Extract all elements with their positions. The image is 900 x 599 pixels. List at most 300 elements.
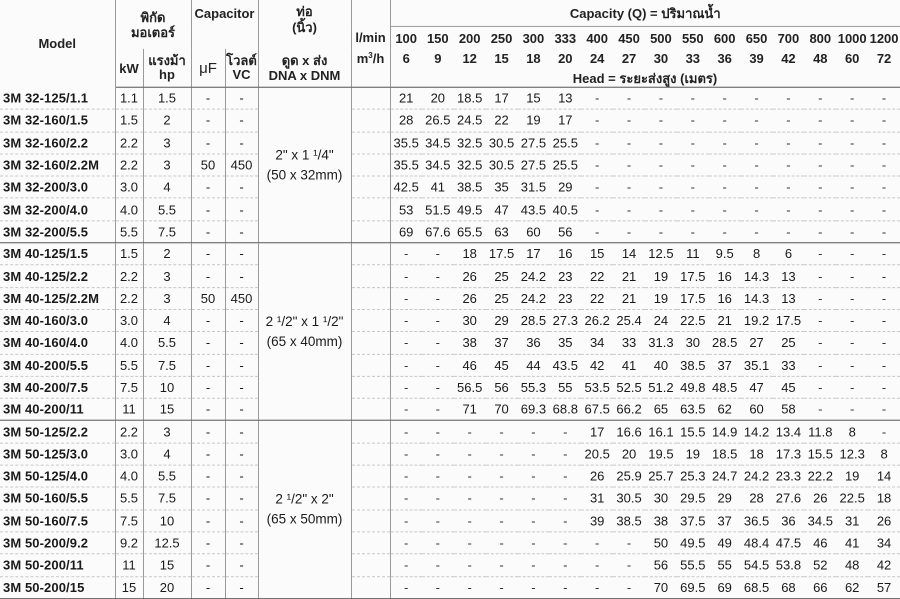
vc-cell: - (225, 510, 258, 532)
head-value-cell: 15.5 (677, 421, 709, 443)
header-motor-rating (115, 0, 191, 49)
head-value-cell: - (390, 465, 422, 487)
head-value-cell: - (741, 176, 773, 198)
kw-cell: 5.5 (115, 221, 143, 243)
uf-cell: - (191, 510, 225, 532)
head-value-cell: - (836, 154, 868, 176)
spacer-cell (351, 87, 390, 109)
head-value-cell: 55 (549, 376, 581, 398)
head-value-cell: 45 (773, 376, 805, 398)
vc-cell: - (225, 354, 258, 376)
head-value-cell: - (390, 354, 422, 376)
hp-cell: 10 (143, 376, 191, 398)
head-value-cell: - (518, 421, 550, 443)
vc-cell: - (225, 109, 258, 131)
head-value-cell: - (581, 554, 613, 576)
head-value-cell: - (581, 221, 613, 243)
head-value-cell: - (486, 487, 518, 509)
head-value-cell: - (581, 198, 613, 220)
head-value-cell: 46 (454, 354, 486, 376)
table-row (0, 332, 900, 354)
vc-cell: - (225, 554, 258, 576)
hp-cell: 5.5 (143, 465, 191, 487)
head-value-cell: 42 (868, 554, 900, 576)
hp-cell: 3 (143, 421, 191, 443)
table-row (0, 221, 900, 243)
head-value-cell: - (709, 87, 741, 109)
head-value-cell: 13 (773, 287, 805, 309)
table-row (0, 398, 900, 420)
head-value-cell: 37 (486, 332, 518, 354)
kw-cell: 2.2 (115, 265, 143, 287)
head-value-cell: - (422, 354, 454, 376)
head-value-cell: - (390, 576, 422, 598)
kw-cell: 9.2 (115, 532, 143, 554)
table-row (0, 465, 900, 487)
head-value-cell: - (645, 132, 677, 154)
head-value-cell: 23 (549, 287, 581, 309)
flow-m3h-value: 72 (876, 50, 892, 66)
header-pipe-line4: DNA x DNM (268, 67, 341, 83)
header-hp (143, 49, 191, 87)
head-value-cell: 66 (804, 576, 836, 598)
flow-m3h-value: 60 (844, 50, 860, 66)
head-value-cell: 16.6 (613, 421, 645, 443)
head-value-cell: - (518, 532, 550, 554)
head-value-cell: - (549, 465, 581, 487)
head-value-cell: 23.3 (773, 465, 805, 487)
uf-cell: - (191, 532, 225, 554)
flow-lmin-cell: 500 (650, 30, 672, 46)
head-value-cell: 34.5 (422, 132, 454, 154)
head-value-cell: 54.5 (741, 554, 773, 576)
head-value-cell: 25 (486, 287, 518, 309)
head-value-cell: - (390, 487, 422, 509)
uf-cell: - (191, 376, 225, 398)
hp-cell: 4 (143, 310, 191, 332)
head-value-cell: - (804, 109, 836, 131)
uf-cell: - (191, 310, 225, 332)
vc-cell: - (225, 221, 258, 243)
head-value-cell: 26 (454, 265, 486, 287)
head-value-cell: - (422, 487, 454, 509)
vc-cell: - (225, 176, 258, 198)
head-value-cell: - (454, 487, 486, 509)
pipe-size-mm: (65 x 40mm) (266, 333, 343, 349)
head-value-cell: - (613, 132, 645, 154)
head-value-cell: - (804, 332, 836, 354)
head-value-cell: 28 (390, 109, 422, 131)
header-pipe (258, 0, 351, 49)
head-value-cell: - (868, 287, 900, 309)
head-value-cell: 24.2 (518, 265, 550, 287)
head-value-cell: - (741, 221, 773, 243)
model-cell: 3M 50-200/15 (0, 576, 115, 598)
head-value-cell: - (868, 421, 900, 443)
vc-cell: - (225, 310, 258, 332)
head-value-cell: 8 (836, 421, 868, 443)
hp-cell: 15 (143, 398, 191, 420)
head-value-cell: - (390, 265, 422, 287)
kw-cell: 1.1 (115, 87, 143, 109)
head-value-cell: 25.7 (645, 465, 677, 487)
kw-cell: 4.0 (115, 332, 143, 354)
head-value-cell: 63 (486, 221, 518, 243)
table-row (0, 198, 900, 220)
head-value-cell: - (613, 87, 645, 109)
head-value-cell: 24.5 (454, 109, 486, 131)
uf-cell: - (191, 109, 225, 131)
vc-cell: - (225, 532, 258, 554)
head-value-cell: 38 (454, 332, 486, 354)
kw-cell: 11 (115, 398, 143, 420)
head-value-cell: - (518, 576, 550, 598)
head-value-cell: - (741, 154, 773, 176)
head-value-cell: 15 (581, 243, 613, 265)
head-value-cell: 33 (773, 354, 805, 376)
head-value-cell: - (645, 87, 677, 109)
model-cell: 3M 40-160/3.0 (0, 310, 115, 332)
hp-cell: 10 (143, 510, 191, 532)
head-label: Head = ระยะส่งสูง (เมตร) (572, 70, 718, 86)
spacer-cell (351, 332, 390, 354)
head-value-cell: - (390, 510, 422, 532)
head-value-cell: 16 (709, 265, 741, 287)
head-value-cell: 31.5 (518, 176, 550, 198)
head-value-cell: 69 (390, 221, 422, 243)
head-value-cell: 30 (645, 487, 677, 509)
head-value-cell: - (868, 87, 900, 109)
head-value-cell: - (868, 398, 900, 420)
hp-cell: 7.5 (143, 221, 191, 243)
head-value-cell: - (581, 176, 613, 198)
head-value-cell: 19.5 (645, 443, 677, 465)
flow-lmin-cell: 150 (426, 30, 449, 46)
head-value-cell: - (390, 310, 422, 332)
head-value-cell: 58 (773, 398, 805, 420)
flow-m3h-value: 12 (462, 50, 477, 66)
head-value-cell: 48.5 (709, 376, 741, 398)
head-value-cell: - (804, 176, 836, 198)
head-value-cell: - (836, 310, 868, 332)
head-value-cell: 67.6 (422, 221, 454, 243)
head-value-cell: 47.5 (773, 532, 805, 554)
hp-cell: 3 (143, 154, 191, 176)
head-value-cell: 55.5 (677, 554, 709, 576)
model-cell: 3M 50-125/2.2 (0, 421, 115, 443)
head-value-cell: - (836, 198, 868, 220)
vc-cell: - (225, 198, 258, 220)
pipe-size-inches: 2 ¹/2" x 2" (275, 491, 334, 507)
head-value-cell: - (677, 198, 709, 220)
head-value-cell: - (518, 443, 550, 465)
head-value-cell: - (836, 87, 868, 109)
flow-m3h-value: 39 (749, 50, 764, 66)
head-value-cell: - (804, 376, 836, 398)
table-row (0, 487, 900, 509)
uf-cell: - (191, 354, 225, 376)
head-value-cell: 26.2 (581, 310, 613, 332)
flow-lmin-cell: 1200 (869, 30, 899, 46)
head-value-cell: 26 (804, 487, 836, 509)
head-value-cell: 17 (581, 421, 613, 443)
vc-cell: - (225, 243, 258, 265)
head-value-cell: - (581, 576, 613, 598)
head-value-cell: - (518, 487, 550, 509)
head-value-cell: - (868, 354, 900, 376)
head-value-cell: - (836, 265, 868, 287)
head-value-cell: - (422, 465, 454, 487)
flow-lmin-cell: 650 (745, 30, 768, 46)
vc-cell: - (225, 465, 258, 487)
head-value-cell: 22 (581, 287, 613, 309)
head-value-cell: 18.5 (709, 443, 741, 465)
head-value-cell: 68 (773, 576, 805, 598)
head-value-cell: 14 (613, 243, 645, 265)
uf-cell: - (191, 576, 225, 598)
head-value-cell: 19 (645, 265, 677, 287)
flow-m3h-value: 15 (494, 50, 509, 66)
flow-m3h-value: 6 (402, 50, 410, 66)
hp-cell: 3 (143, 287, 191, 309)
model-cell: 3M 40-200/11 (0, 398, 115, 420)
head-value-cell: - (486, 510, 518, 532)
head-value-cell: 57 (868, 576, 900, 598)
vc-cell: 450 (225, 154, 258, 176)
head-value-cell: 18 (868, 487, 900, 509)
flow-lmin-cell: 300 (522, 30, 545, 46)
flow-lmin-cell: 1000 (837, 30, 867, 46)
head-value-cell: 24.2 (518, 287, 550, 309)
head-value-cell: 36 (518, 332, 550, 354)
head-value-cell: 32.5 (454, 132, 486, 154)
model-cell: 3M 40-200/7.5 (0, 376, 115, 398)
head-value-cell: - (836, 109, 868, 131)
head-value-cell: 30 (454, 310, 486, 332)
head-value-cell: - (868, 198, 900, 220)
table-row (0, 510, 900, 532)
head-value-cell: - (422, 332, 454, 354)
vc-cell: 450 (225, 287, 258, 309)
model-cell: 3M 32-160/1.5 (0, 109, 115, 131)
head-value-cell: 60 (741, 398, 773, 420)
head-value-cell: 31 (581, 487, 613, 509)
head-value-cell: 21 (613, 265, 645, 287)
kw-cell: 7.5 (115, 376, 143, 398)
head-value-cell: 24.7 (709, 465, 741, 487)
head-value-cell: 20 (422, 87, 454, 109)
flow-lmin-cell: 450 (618, 30, 640, 46)
head-value-cell: 40.5 (549, 198, 581, 220)
table-row (0, 532, 900, 554)
header-capacity: Capacity (Q) = ปริมาณน้ำ (390, 0, 900, 26)
model-cell: 3M 40-200/5.5 (0, 354, 115, 376)
head-value-cell: - (486, 443, 518, 465)
head-value-cell: - (677, 176, 709, 198)
table-row (0, 354, 900, 376)
head-value-cell: 38 (645, 510, 677, 532)
head-value-cell: 25.9 (613, 465, 645, 487)
head-value-cell: 12.3 (836, 443, 868, 465)
head-value-cell: - (613, 198, 645, 220)
head-value-cell: - (773, 87, 805, 109)
vc-cell: - (225, 332, 258, 354)
vc-cell: - (225, 443, 258, 465)
pipe-size-inches: 2 ¹/2" x 1 ¹/2" (265, 313, 344, 329)
head-value-cell: - (581, 532, 613, 554)
flow-m3h-value: 20 (558, 50, 573, 66)
head-value-cell: - (868, 243, 900, 265)
head-value-cell: 30.5 (486, 132, 518, 154)
head-value-cell: - (613, 576, 645, 598)
spacer-cell (351, 221, 390, 243)
head-value-cell: - (422, 421, 454, 443)
head-value-cell: - (422, 532, 454, 554)
head-value-cell: 55 (709, 554, 741, 576)
hp-cell: 3 (143, 265, 191, 287)
head-value-cell: 28.5 (518, 310, 550, 332)
head-value-cell: 17.5 (773, 310, 805, 332)
head-value-cell: 14.2 (741, 421, 773, 443)
head-value-cell: - (581, 154, 613, 176)
head-value-cell: 35 (486, 176, 518, 198)
head-value-cell: 71 (454, 398, 486, 420)
head-value-cell: 41 (836, 532, 868, 554)
head-value-cell: - (868, 176, 900, 198)
head-value-cell: - (422, 265, 454, 287)
head-value-cell: 25.5 (549, 154, 581, 176)
flow-lmin-cell: 600 (713, 30, 736, 46)
head-value-cell: 56 (486, 376, 518, 398)
spacer-cell (351, 310, 390, 332)
head-value-cell: 9.5 (709, 243, 741, 265)
head-value-cell: - (741, 87, 773, 109)
hp-cell: 1.5 (143, 87, 191, 109)
spacer-cell (351, 109, 390, 131)
head-value-cell: 70 (645, 576, 677, 598)
head-value-cell: 27.5 (518, 154, 550, 176)
head-value-cell: 63.5 (677, 398, 709, 420)
head-value-cell: 32.5 (454, 154, 486, 176)
model-cell: 3M 50-160/7.5 (0, 510, 115, 532)
flow-lmin-cell: 333 (554, 30, 577, 46)
head-value-cell: 25 (773, 332, 805, 354)
head-value-cell: - (709, 154, 741, 176)
hp-cell: 12.5 (143, 532, 191, 554)
header-vc-line1: โวลต์ (226, 52, 257, 68)
head-value-cell: 20.5 (581, 443, 613, 465)
head-value-cell: 70 (486, 398, 518, 420)
head-value-cell: - (773, 198, 805, 220)
head-value-cell: - (677, 154, 709, 176)
flow-m3h-value: 24 (589, 50, 605, 66)
head-value-cell: 42 (581, 354, 613, 376)
hp-cell: 2 (143, 243, 191, 265)
head-value-cell: 14.3 (741, 287, 773, 309)
uf-cell: - (191, 87, 225, 109)
head-value-cell: 17.5 (677, 265, 709, 287)
table-row (0, 265, 900, 287)
model-cell: 3M 40-160/4.0 (0, 332, 115, 354)
head-value-cell: 25.4 (613, 310, 645, 332)
head-value-cell: - (454, 510, 486, 532)
head-value-cell: - (390, 332, 422, 354)
vc-cell: - (225, 376, 258, 398)
head-value-cell: - (645, 176, 677, 198)
spacer-cell (351, 554, 390, 576)
table-row (0, 243, 900, 265)
head-value-cell: - (390, 243, 422, 265)
head-value-cell: 19 (836, 465, 868, 487)
spacer-cell (351, 176, 390, 198)
head-value-cell: 41 (613, 354, 645, 376)
head-value-cell: 26 (581, 465, 613, 487)
head-value-cell: - (518, 465, 550, 487)
head-value-cell: - (804, 243, 836, 265)
table-row (0, 109, 900, 131)
table-row (0, 87, 900, 109)
head-value-cell: - (581, 132, 613, 154)
head-value-cell: - (868, 332, 900, 354)
head-value-cell: 14.9 (709, 421, 741, 443)
head-value-cell: 48 (836, 554, 868, 576)
header-uf: μF (191, 49, 225, 87)
header-vc (225, 49, 258, 87)
hp-cell: 20 (143, 576, 191, 598)
head-value-cell: 34.5 (422, 154, 454, 176)
head-value-cell: - (677, 87, 709, 109)
head-value-cell: 38.5 (454, 176, 486, 198)
model-cell: 3M 32-200/5.5 (0, 221, 115, 243)
head-value-cell: - (868, 154, 900, 176)
head-value-cell: - (613, 176, 645, 198)
head-value-cell: - (836, 132, 868, 154)
head-value-cell: - (804, 154, 836, 176)
flow-m3h-value: 42 (781, 50, 796, 66)
head-value-cell: 8 (868, 443, 900, 465)
uf-cell: 50 (191, 154, 225, 176)
head-value-cell: - (454, 443, 486, 465)
head-value-cell: - (454, 421, 486, 443)
head-value-cell: 35.5 (390, 154, 422, 176)
head-value-cell: - (836, 398, 868, 420)
flow-lmin-cell: 700 (777, 30, 800, 46)
head-value-cell: - (677, 132, 709, 154)
head-value-cell: 15.5 (804, 443, 836, 465)
pipe-size-mm: (65 x 50mm) (266, 511, 343, 527)
head-value-cell: - (422, 510, 454, 532)
head-value-cell: - (773, 176, 805, 198)
model-cell: 3M 50-125/4.0 (0, 465, 115, 487)
flow-lmin-cell: 550 (681, 30, 704, 46)
head-value-cell: 45 (486, 354, 518, 376)
head-value-cell: 36 (773, 510, 805, 532)
head-value-cell: 29.5 (677, 487, 709, 509)
head-value-cell: - (677, 221, 709, 243)
head-value-cell: 37 (709, 510, 741, 532)
head-value-cell: 18 (741, 443, 773, 465)
head-value-cell: - (422, 310, 454, 332)
head-value-cell: - (518, 510, 550, 532)
head-value-cell: 46 (804, 532, 836, 554)
spacer-cell (351, 154, 390, 176)
table-row (0, 576, 900, 598)
head-value-cell: 27.6 (773, 487, 805, 509)
uf-cell: - (191, 243, 225, 265)
vc-cell: - (225, 487, 258, 509)
head-value-cell: 13.4 (773, 421, 805, 443)
kw-cell: 1.5 (115, 109, 143, 131)
